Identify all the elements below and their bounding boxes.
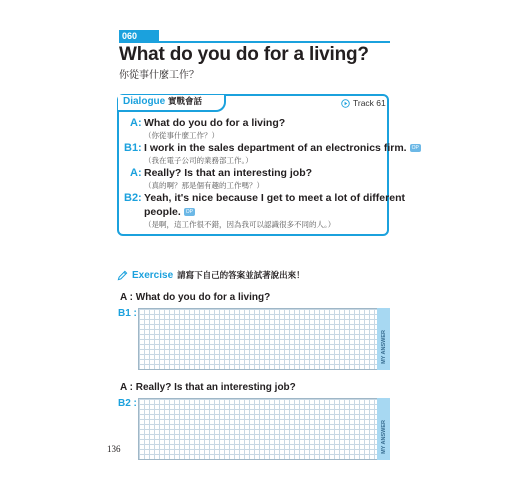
op-tag: OP — [185, 209, 193, 216]
answer-label: B2 : — [118, 398, 137, 409]
dialogue-line-zh: （我在電子公司的業務部工作。） — [144, 156, 253, 165]
dialogue-line-en-continued: people. OP — [144, 206, 193, 218]
exercise-title: Exercise — [132, 269, 174, 281]
lesson-number: 060 — [119, 30, 159, 42]
strip-label: MY ANSWER — [380, 330, 387, 364]
header-rule — [119, 41, 390, 43]
strip-label: MY ANSWER — [380, 420, 387, 454]
exercise-question — [120, 292, 270, 303]
answer-strip — [377, 308, 390, 370]
op-tag: OP — [411, 145, 419, 152]
question-text: Really? Is that an interesting job? — [135, 382, 296, 393]
speaker-label: A: — [130, 167, 142, 179]
page-number: 136 — [107, 444, 121, 454]
exercise-header — [117, 269, 305, 281]
pencil-icon — [117, 270, 128, 281]
dialogue-header — [118, 95, 226, 112]
answer-grid[interactable] — [138, 398, 379, 460]
speaker-label: A: — [130, 117, 142, 129]
speaker-label: B1: — [124, 142, 142, 154]
dialogue-line-en: What do you do for a living? — [144, 117, 286, 129]
track-label: Track 61 — [353, 98, 386, 108]
audio-track[interactable] — [341, 98, 386, 108]
dialogue-line-zh: （你從事什麼工作？） — [144, 131, 219, 140]
dialogue-line-en: Yeah, it's nice because I get to meet a lot of different — [144, 192, 405, 204]
exercise-instruction: 請寫下自己的答案並試著說出來！ — [177, 271, 305, 281]
lesson-title: What do you do for a living? — [119, 44, 369, 65]
dialogue-line-en: Really? Is that an interesting job? — [144, 167, 313, 179]
answer-strip — [377, 398, 390, 460]
dialogue-title: Dialogue — [123, 96, 166, 107]
dialogue-line-zh: （真的啊？那是個有趣的工作嗎？） — [144, 181, 264, 190]
audio-icon — [341, 99, 350, 108]
answer-label: B1 : — [118, 308, 137, 319]
exercise-question — [120, 382, 296, 393]
speaker-label: B2: — [124, 192, 142, 204]
question-text: What do you do for a living? — [135, 292, 271, 303]
dialogue-subtitle: 實戰會話 — [168, 97, 203, 107]
dialogue-line-zh: （是啊，這工作很不錯，因為我可以認識很多不同的人。） — [144, 220, 336, 229]
dialogue-line-en: I work in the sales department of an electronics firm. OP — [144, 142, 419, 154]
answer-grid[interactable] — [138, 308, 379, 370]
lesson-subtitle: 你從事什麼工作？ — [119, 70, 199, 81]
question-speaker: A : — [120, 382, 133, 393]
question-speaker: A : — [120, 292, 133, 303]
